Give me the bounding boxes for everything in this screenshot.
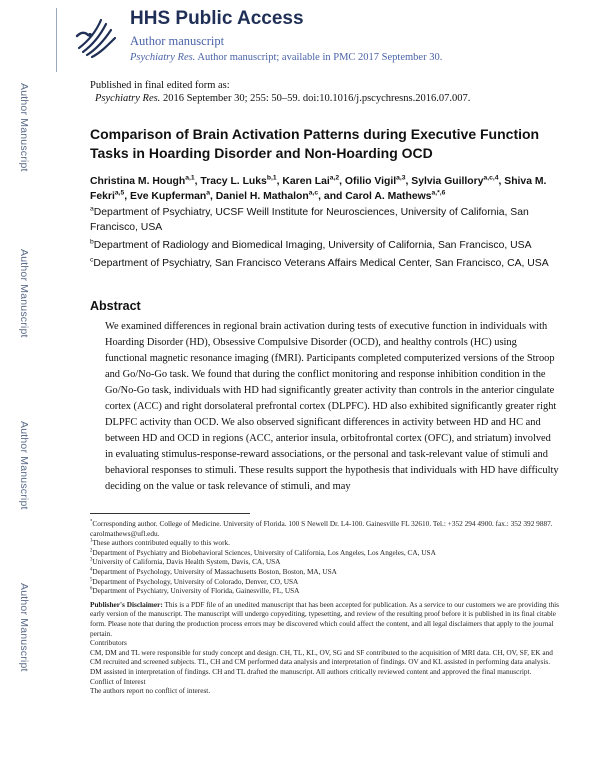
footnote-6	[90, 586, 560, 596]
margin-label-2: Author Manuscript	[18, 248, 30, 338]
author-list	[90, 174, 570, 204]
citation-journal: Psychiatry Res.	[95, 93, 161, 104]
footnote-marker: 4	[90, 567, 93, 573]
conflict-heading: Conflict of Interest	[90, 676, 146, 686]
hhs-public-access-title: HHS Public Access	[130, 8, 304, 29]
article-title: Comparison of Brain Activation Patterns during Executive Function Tasks in Hoarding Disorder and Non-Hoarding OCD	[90, 126, 540, 161]
footnote-marker: 1	[90, 538, 93, 544]
affiliation-c	[90, 256, 570, 271]
author-affiliation-marker: a	[206, 189, 211, 197]
footnote-divider	[90, 513, 250, 514]
margin-label-3: Author Manuscript	[18, 420, 30, 510]
footnote-text: Department of Psychiatry and Biobehavioral Sciences, University of California, Los Angeles, Los Angeles, CA, USA	[92, 547, 436, 557]
contributors-text: CM, DM and TL were responsible for study concept and design. CH, TL, KL, OV, SG and SF contributed to the acquisition of MRI data. CH, OV, SF, EK and CM recruited and screened subjects. TL, CH and CM performed data analysis and interpretation of findings. OV and KL assisted in performing data analysis. DM assisted in interpretation of findings. CH and TL drafted the manuscript. All authors critically reviewed content and approved the final manuscript.	[90, 647, 553, 676]
author-affiliation-marker: a,3	[396, 174, 406, 182]
margin-label-1: Author Manuscript	[18, 82, 30, 172]
author-separator: ,	[210, 191, 216, 202]
footnote-text: University of California, Davis Health System, Davis, CA, USA	[92, 557, 281, 567]
footnote-3	[90, 557, 560, 567]
footnote-marker: 2	[90, 548, 93, 554]
footnote-text: Corresponding author. College of Medicine. University of Florida. 100 S Newell Dr. L4-100. Gainesville FL 32610. Tel.: +352 294 4900. fax.: 352 392 9887. carolmathews@ufl.edu.	[90, 519, 553, 538]
published-label: Published in final edited form as:	[90, 80, 230, 91]
author-name: Shiva M. Fekri	[90, 176, 547, 202]
affiliation-b	[90, 238, 570, 253]
footnote-marker: 5	[90, 577, 93, 583]
author-affiliation-marker: a,c	[308, 189, 319, 197]
author-name: Sylvia Guillory	[411, 176, 484, 187]
availability-text: Author manuscript; available in PMC 2017 September 30.	[195, 52, 443, 63]
margin-label-4: Author Manuscript	[18, 582, 30, 672]
conflict-text: The authors report no conflict of interest.	[90, 686, 211, 696]
contributors-heading: Contributors	[90, 638, 127, 648]
author-affiliation-marker: a,5	[114, 189, 125, 197]
author-name: Tracy L. Luks	[200, 176, 267, 187]
disclaimer-label: Publisher's Disclaimer:	[90, 599, 163, 609]
author-name: Carol A. Mathews	[345, 191, 432, 202]
abstract-heading: Abstract	[90, 299, 141, 313]
affiliation-marker: c	[90, 256, 94, 264]
abstract-body: We examined differences in regional brain activation during tests of executive function in individuals with Hoarding Disorder (HD), Obsessive Compulsive Disorder (OCD), and healthy controls (HC) using functional magnetic resonance imaging (fMRI). Participants completed computerized versions of the Stroop and Go/No-Go task. We found that during the conflict monitoring and response inhibition condition in the Go/No-Go task, individuals with HD had significantly greater activity than controls in the anterior cingulate cortex (ACC) and right dorsolateral prefrontal cortex (DLPFC). HD also exhibited significantly greater right DLPFC activity than OCD. We also observed significant differences in activity between HD and HC and between HD and OCD in regions (ACC, anterior insula, orbitofrontal cortex (OFC), and striatum) involved in evaluating stimulus-response-reward associations, or the personal and task-relevant value of stimuli and behavioral responses to stimuli. These results support the hypothesis that individuals with HD have difficulty deciding on the value or task relevance of stimuli, and may	[105, 321, 559, 492]
footnote-4	[90, 567, 560, 577]
footnotes	[90, 519, 560, 696]
footnote-text: Department of Psychology, University of Massachusetts Boston, Boston, MA, USA	[92, 566, 337, 576]
author-separator: , and	[318, 191, 346, 202]
hhs-eagle-logo	[73, 14, 119, 60]
footnote-text: These authors contributed equally to this work.	[92, 538, 230, 548]
citation-details: 2016 September 30; 255: 50–59. doi:10.1016/j.pscychresns.2016.07.007.	[160, 93, 471, 104]
author-affiliation-marker: a,c,4	[483, 174, 499, 182]
footnote-marker: *	[90, 519, 93, 525]
author-separator: ,	[194, 176, 201, 187]
publisher-disclaimer	[90, 600, 560, 638]
header-divider	[56, 8, 57, 72]
author-affiliation-marker: a,*,6	[431, 189, 446, 197]
affiliation-text: Department of Radiology and Biomedical Imaging, University of California, San Francisco, USA	[93, 240, 532, 251]
author-name: Christina M. Hough	[90, 176, 186, 187]
affiliation-marker: a	[90, 205, 94, 213]
author-affiliation-marker: b,1	[266, 174, 277, 182]
author-name: Eve Kupferman	[130, 191, 207, 202]
author-separator: ,	[276, 176, 283, 187]
footnote-marker: 3	[90, 557, 93, 563]
author-name: Karen Lai	[282, 176, 330, 187]
author-name: Ofilio Vigil	[344, 176, 397, 187]
author-separator: ,	[405, 176, 412, 187]
citation	[95, 93, 470, 104]
author-separator: ,	[339, 176, 345, 187]
affiliation-marker: b	[90, 238, 94, 246]
author-manuscript-subtitle: Author manuscript	[130, 34, 225, 48]
author-name: Daniel H. Mathalon	[215, 191, 309, 202]
journal-availability	[130, 52, 442, 63]
footnote-1	[90, 538, 560, 548]
footnote-text: Department of Psychology, University of Colorado, Denver, CO, USA	[92, 576, 299, 586]
journal-name: Psychiatry Res.	[130, 52, 196, 63]
footnote-5	[90, 577, 560, 587]
affiliation-text: Department of Psychiatry, UCSF Weill Institute for Neurosciences, University of California, San Francisco, USA	[90, 207, 529, 233]
author-affiliation-marker: a,2	[329, 174, 340, 182]
affiliation-a	[90, 205, 570, 235]
footnote-marker: 6	[90, 586, 93, 592]
corresponding-author-note	[90, 519, 560, 538]
author-affiliation-marker: a,1	[185, 174, 195, 182]
author-separator: ,	[124, 191, 131, 202]
footnote-2	[90, 548, 560, 558]
author-separator: ,	[498, 176, 505, 187]
footnote-text: Department of Psychiatry, University of Florida, Gainesville, FL, USA	[92, 586, 300, 596]
affiliation-text: Department of Psychiatry, San Francisco Veterans Affairs Medical Center, San Francisco, CA, USA	[93, 258, 549, 269]
disclaimer-text: This is a PDF file of an unedited manuscript that has been accepted for publication. As a service to our customers we are providing this early version of the manuscript. The manuscript will undergo copyediting, typesetting, and review of the resulting proof before it is published in its final citable form. Please note that during the production process errors may be discovered which could affect the content, and all legal disclaimers that apply to the journal pertain.	[90, 599, 559, 638]
